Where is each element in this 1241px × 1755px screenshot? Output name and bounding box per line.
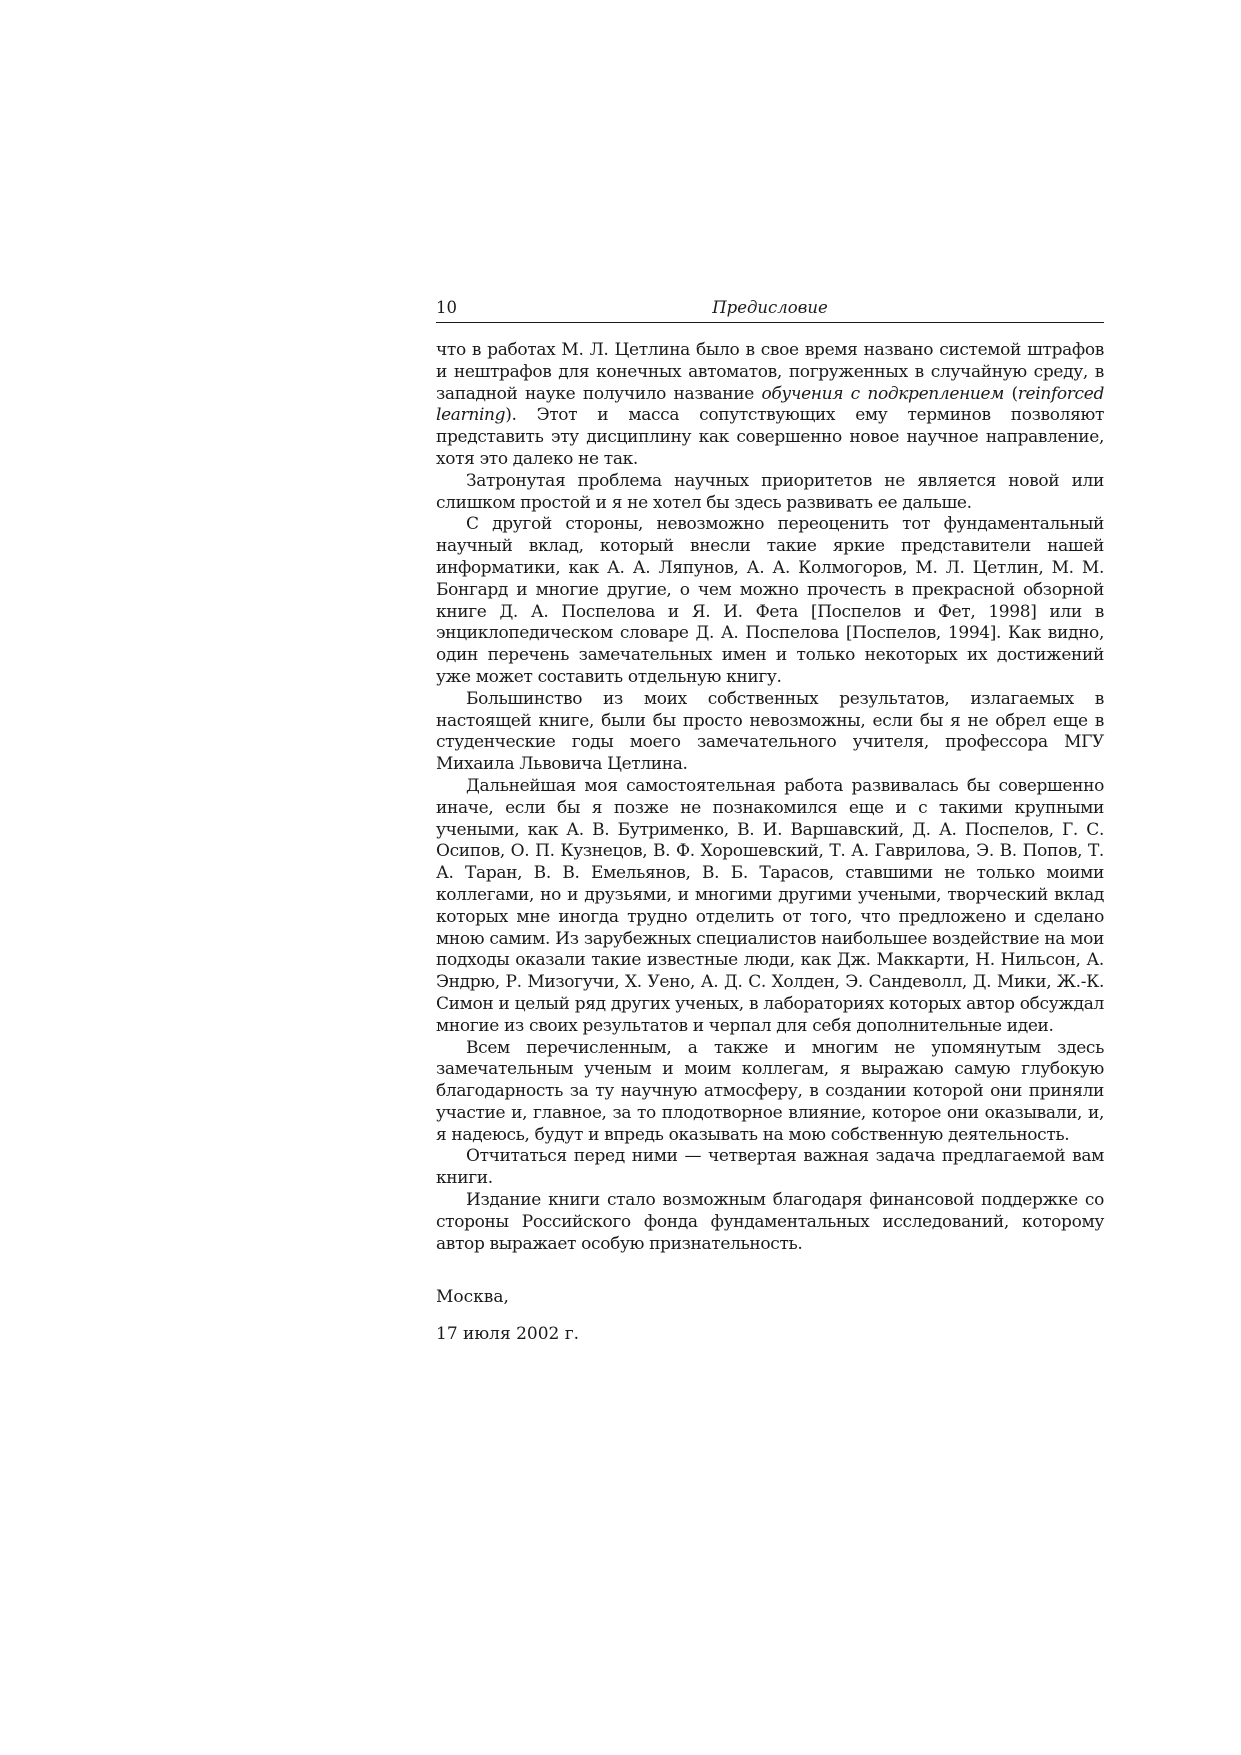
body-text bbox=[436, 340, 1104, 1255]
paragraph-fourth-task: Отчитаться перед ними — четвертая важная задача предлагаемой вам книги. bbox=[436, 1146, 1104, 1189]
running-head bbox=[436, 296, 1104, 323]
paragraph-teacher: Большинство из моих собственных результатов, излагаемых в настоящей книге, были бы просто невозможны, если бы я не обрел еще в студенческие годы моего замечательного учителя, профессора МГУ Михаила Львовича Цетлина. bbox=[436, 688, 1104, 775]
paragraph-funding: Издание книги стало возможным благодаря финансовой поддержке со стороны Российского фонда фундаментальных исследований, которому автор выражает особую признательность. bbox=[436, 1190, 1104, 1254]
closing-date: 17 июля 2002 г. bbox=[436, 1324, 580, 1345]
emphasized-term-ru: обучения с подкреплением bbox=[761, 383, 1004, 404]
paragraph-text: ( bbox=[1003, 383, 1018, 404]
paragraph-text: что в работах М. Л. Цетлина было в свое время названо системой штрафов и нештрафов для конечных автоматов, погруженных в случайную среду, в западной науке получило название bbox=[436, 340, 1104, 404]
paragraph-priorities: Затронутая проблема научных приоритетов не является новой или слишком простой и я не хотел бы здесь развивать ее дальше. bbox=[436, 470, 1104, 513]
emphasized-term-en: reinforced learning bbox=[436, 383, 1104, 426]
paragraph-contributions: С другой стороны, невозможно переоценить тот фундаментальный научный вклад, который внесли такие яркие представители нашей информатики, как А. А. Ляпунов, А. А. Колмогоров, М. Л. Цетлин, М. М. Бонгард и многие другие, о чем можно прочесть в прекрасной обзорной книге Д. А. Поспелова и Я. И. Фета [Поспелов и Фет, 1998] или в энциклопедическом словаре Д. А. Поспелова [Поспелов, 1994]. Как видно, один перечень замечательных имен и только некоторых их достижений уже может составить отдельную книгу. bbox=[436, 514, 1104, 687]
page-number: 10 bbox=[436, 298, 457, 317]
book-page bbox=[436, 296, 1104, 1346]
paragraph-text: ). Этот и масса сопутствующих ему терминов позволяют представить эту дисциплину как совершенно новое научное направление, хотя это далеко не так. bbox=[436, 405, 1104, 469]
paragraph-colleagues: Дальнейшая моя самостоятельная работа развивалась бы совершенно иначе, если бы я позже не познакомился еще и с такими крупными учеными, как А. В. Бутрименко, В. И. Варшавский, Д. А. Поспелов, Г. С. Осипов, О. П. Кузнецов, В. Ф. Хорошевский, Т. А. Гаврилова, Э. В. Попов, Т. А. Таран, В. В. Емельянов, В. Б. Тарасов, ставшими не только моими коллегами, но и друзьями, и многими другими учеными, творческий вклад которых мне иногда трудно отделить от того, что предложено и сделано мною самим. Из зарубежных специалистов наибольшее воздействие на мои подходы оказали такие известные люди, как Дж. Маккарти, Н. Нильсон, А. Эндрю, Р. Мизогучи, Х. Уено, А. Д. С. Холден, Э. Сандеволл, Д. Мики, Ж.-К. Симон и целый ряд других ученых, в лабораториях которых автор обсуждал многие из своих результатов и черпал для себя дополнительные идеи. bbox=[436, 775, 1104, 1036]
running-title: Предисловие bbox=[712, 298, 828, 317]
closing-signature bbox=[436, 1287, 1104, 1346]
paragraph-continuation bbox=[436, 340, 1104, 471]
closing-city: Москва, bbox=[436, 1287, 509, 1308]
paragraph-gratitude: Всем перечисленным, а также и многим не упомянутым здесь замечательным ученым и моим коллегам, я выражаю самую глубокую благодарность за ту научную атмосферу, в создании которой они приняли участие и, главное, за то плодотворное влияние, которое они оказывали, и, я надеюсь, будут и впредь оказывать на мою собственную деятельность. bbox=[436, 1037, 1104, 1145]
